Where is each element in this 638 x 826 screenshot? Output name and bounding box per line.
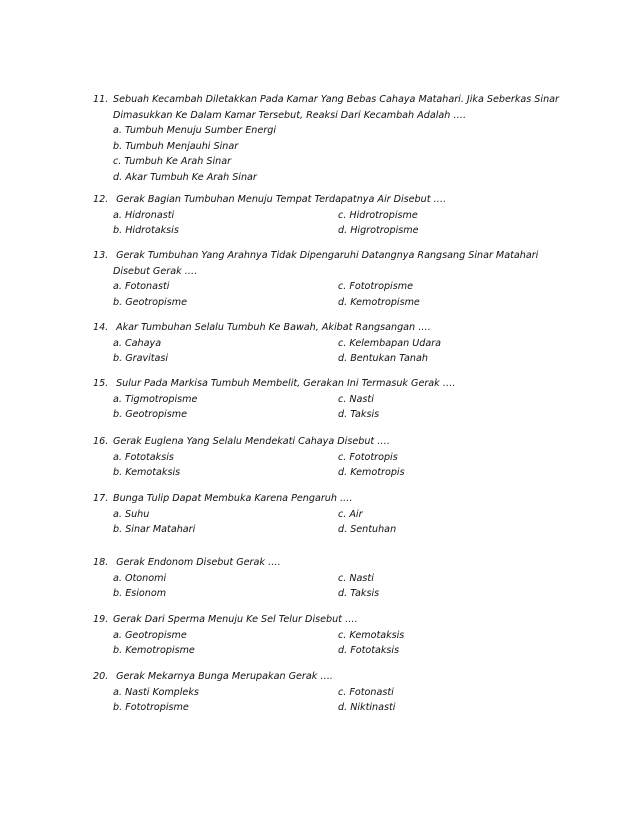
question-number: 14.: [93, 322, 109, 333]
answer-option: b. Esionom: [113, 588, 167, 600]
question-stem-line: Disebut Gerak .…: [113, 265, 198, 277]
answer-option: c. Kelembapan Udara: [338, 337, 442, 349]
answer-option: b. Kemotaksis: [113, 467, 181, 479]
answer-option: a. Tigmotropisme: [113, 393, 198, 405]
answer-option: b. Kemotropisme: [113, 645, 195, 657]
question-number: 19.: [93, 614, 109, 625]
answer-option: a. Nasti Kompleks: [113, 686, 199, 698]
question-stem-line: Gerak Tumbuhan Yang Arahnya Tidak Dipengaruhi Datangnya Rangsang Sinar Matahari: [113, 250, 539, 261]
answer-option: b. Geotropisme: [113, 296, 187, 308]
answer-option: c. Nasti: [338, 572, 374, 584]
answer-option: c. Air: [338, 508, 363, 520]
answer-option: d. Taksis: [338, 409, 380, 421]
answer-option: d. Akar Tumbuh Ke Arah Sinar: [113, 171, 257, 183]
answer-option: b. Fototropisme: [113, 702, 189, 714]
answer-option: a. Hidronasti: [113, 209, 175, 221]
question-number: 18.: [93, 557, 109, 568]
question-stem-line: Bunga Tulip Dapat Membuka Karena Pengaruh .…: [113, 493, 353, 504]
answer-option: a. Tumbuh Menuju Sumber Energi: [113, 125, 276, 137]
answer-option: c. Fototropisme: [338, 281, 413, 293]
question-number: 13.: [93, 250, 109, 261]
question-stem-line: Akar Tumbuhan Selalu Tumbuh Ke Bawah, Akibat Rangsangan .…: [113, 322, 431, 333]
question-stem-line: Dimasukkan Ke Dalam Kamar Tersebut, Reaksi Dari Kecambah Adalah ….: [113, 109, 467, 121]
question-stem-line: Gerak Bagian Tumbuhan Menuju Tempat Terdapatnya Air Disebut ….: [113, 194, 447, 205]
question-number: 11.: [93, 94, 109, 105]
question-14: [93, 320, 593, 367]
answer-option: c. Kemotaksis: [338, 629, 405, 641]
answer-option: c. Hidrotropisme: [338, 209, 418, 221]
answer-option: d. Higrotropisme: [338, 225, 419, 237]
answer-option: c. Nasti: [338, 393, 374, 405]
question-stem-line: Gerak Mekarnya Bunga Merupakan Gerak ….: [113, 671, 333, 682]
question-19: [93, 612, 593, 659]
answer-option: a. Geotropisme: [113, 629, 187, 641]
question-18: [93, 555, 593, 602]
answer-option: a. Otonomi: [113, 572, 167, 584]
answer-option: d. Taksis: [338, 588, 380, 600]
question-stem-line: Gerak Dari Sperma Menuju Ke Sel Telur Disebut ….: [113, 614, 358, 625]
question-stem-line: Gerak Euglena Yang Selalu Mendekati Cahaya Disebut ….: [113, 436, 390, 447]
answer-option: b. Hidrotaksis: [113, 225, 179, 237]
question-20: [93, 669, 593, 716]
question-13: [93, 248, 593, 310]
question-15: [93, 376, 593, 423]
answer-option: c. Fotonasti: [338, 686, 394, 698]
answer-option: b. Gravitasi: [113, 353, 169, 365]
answer-option: a. Fotonasti: [113, 281, 170, 293]
answer-option: d. Fototaksis: [338, 645, 400, 657]
answer-option: a. Cahaya: [113, 337, 162, 349]
answer-option: b. Geotropisme: [113, 409, 187, 421]
answer-option: d. Niktinasti: [338, 702, 396, 714]
answer-option: d. Bentukan Tanah: [338, 353, 428, 365]
question-16: [93, 434, 593, 481]
question-12: [93, 192, 593, 239]
question-stem-line: Gerak Endonom Disebut Gerak ….: [113, 557, 281, 568]
answer-option: d. Kemotropis: [338, 467, 405, 479]
question-11: [93, 92, 593, 186]
question-number: 20.: [93, 671, 109, 682]
answer-option: b. Sinar Matahari: [113, 524, 196, 536]
answer-option: c. Tumbuh Ke Arah Sinar: [113, 156, 232, 168]
question-number: 16.: [93, 436, 109, 447]
question-stem-line: Sulur Pada Markisa Tumbuh Membelit, Gerakan Ini Termasuk Gerak ….: [113, 378, 456, 389]
question-stem-line: Sebuah Kecambah Diletakkan Pada Kamar Yang Bebas Cahaya Matahari. Jika Seberkas Sinar: [113, 94, 559, 105]
answer-option: a. Suhu: [113, 508, 150, 520]
answer-option: b. Tumbuh Menjauhi Sinar: [113, 140, 239, 152]
answer-option: a. Fototaksis: [113, 451, 174, 463]
answer-option: d. Kemotropisme: [338, 296, 420, 308]
question-number: 15.: [93, 378, 109, 389]
answer-option: c. Fototropis: [338, 451, 398, 463]
question-17: [93, 491, 593, 538]
question-number: 17.: [93, 493, 109, 504]
question-number: 12.: [93, 194, 109, 205]
answer-option: d. Sentuhan: [338, 524, 397, 536]
